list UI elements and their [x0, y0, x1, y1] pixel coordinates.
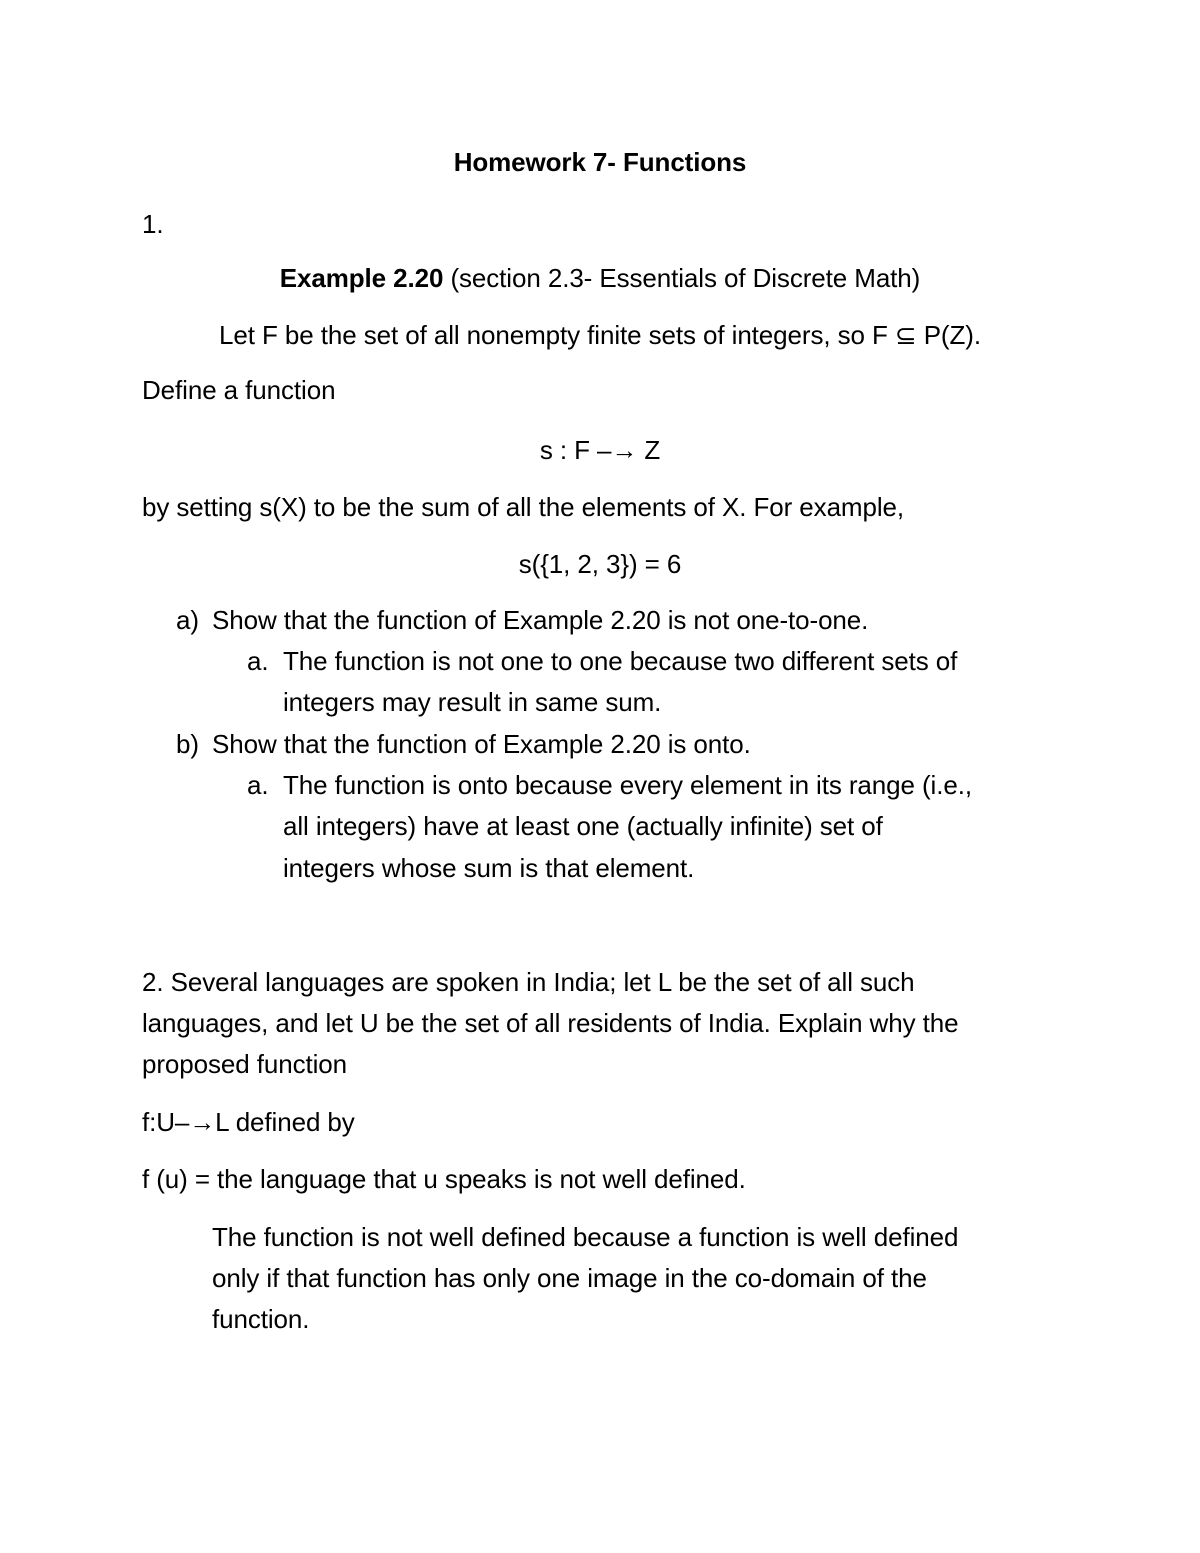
- part-a-question: Show that the function of Example 2.20 is not one-to-one.: [212, 605, 869, 635]
- part-b-answer-line-2: all integers) have at least one (actually infinite) set of: [283, 811, 883, 841]
- question-2-answer-line-1: The function is not well defined because a function is well defined: [212, 1222, 959, 1252]
- question-2-line-2: languages, and let U be the set of all residents of India. Explain why the: [142, 1008, 959, 1038]
- part-a-marker: a): [176, 605, 199, 635]
- function-signature-s: s : F –→ Z: [539, 435, 661, 465]
- function-f-definition: f (u) = the language that u speaks is not well defined.: [142, 1164, 746, 1194]
- question-2-line-3: proposed function: [142, 1049, 348, 1079]
- question-2-answer-line-2: only if that function has only one image in the co-domain of the: [212, 1263, 927, 1293]
- question-1-number: 1.: [142, 209, 164, 239]
- part-b-marker: b): [176, 729, 199, 759]
- part-a-answer-marker: a.: [247, 646, 269, 676]
- example-equation: s({1, 2, 3}) = 6: [518, 549, 682, 579]
- define-function-text: Define a function: [142, 375, 336, 405]
- part-a-answer-line-2: integers may result in same sum.: [283, 687, 662, 717]
- example-label: Example 2.20: [279, 263, 444, 293]
- example-heading: [0, 258, 1200, 299]
- part-b-question: Show that the function of Example 2.20 is onto.: [212, 729, 751, 759]
- question-2-line-1: 2. Several languages are spoken in India; let L be the set of all such: [142, 967, 915, 997]
- example-source: (section 2.3- Essentials of Discrete Math): [443, 263, 921, 293]
- part-a-answer-line-1: The function is not one to one because two different sets of: [283, 646, 958, 676]
- question-2-answer-line-3: function.: [212, 1304, 310, 1334]
- part-b-answer-marker: a.: [247, 770, 269, 800]
- by-setting-text: by setting s(X) to be the sum of all the elements of X. For example,: [142, 492, 905, 522]
- part-b-answer-line-3: integers whose sum is that element.: [283, 853, 695, 883]
- document-title: Homework 7- Functions: [453, 147, 747, 177]
- part-b-answer-line-1: The function is onto because every element in its range (i.e.,: [283, 770, 972, 800]
- function-signature-f: f:U–→L defined by: [142, 1107, 355, 1137]
- let-f-statement: Let F be the set of all nonempty finite sets of integers, so F ⊆ P(Z).: [219, 320, 981, 350]
